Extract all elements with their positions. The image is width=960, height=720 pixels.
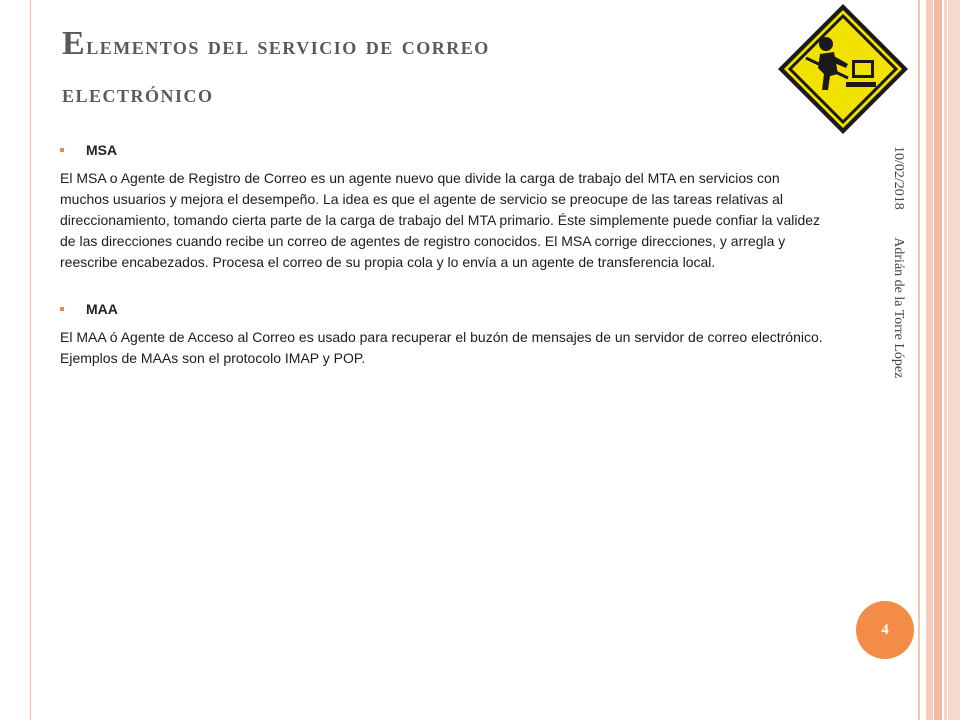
- slide-date: 10/02/2018: [891, 146, 906, 210]
- title-line-2: electrónico: [62, 79, 214, 108]
- section-msa: [60, 142, 860, 273]
- side-footer: [890, 146, 906, 378]
- slide-content: [60, 142, 860, 369]
- decorative-band: [926, 0, 933, 720]
- decorative-band: [918, 0, 920, 720]
- section-heading-maa: [60, 301, 860, 317]
- section-text-maa: El MAA ó Agente de Acceso al Correo es usado para recuperar el buzón de mensajes de un servidor de correo electrónico. Ejemplos de MAAs son el protocolo IMAP y POP.: [60, 329, 823, 366]
- under-construction-sign-icon: [776, 2, 910, 136]
- title-initial: E: [62, 25, 87, 62]
- bullet-icon: [60, 307, 64, 311]
- decorative-band: [944, 0, 947, 720]
- bullet-icon: [60, 148, 64, 152]
- section-text-msa: El MSA o Agente de Registro de Correo es un agente nuevo que divide la carga de trabajo del MTA en servicios con muchos usuarios y mejora el desempeño. La idea es que el agente de servicio se preocupe de las tareas relativas al direccionamiento, tomando cierta parte de la carga de trabajo del MTA primario. Éste simplemente puede confiar la validez de las direcciones cuando recibe un correo de agentes de registro conocidos. El MSA corrige direcciones, y arregla y reescribe encabezados. Procesa el correo de su propia cola y lo envía a un agente de transferencia local.: [60, 170, 821, 270]
- section-heading-msa: [60, 142, 860, 158]
- decorative-band: [934, 0, 942, 720]
- slide-author: Adrián de la Torre López: [891, 237, 906, 379]
- page-number: 4: [856, 601, 914, 659]
- section-maa: [60, 301, 860, 369]
- heading-text: MSA: [86, 142, 118, 158]
- heading-text: MAA: [86, 301, 118, 317]
- title-line-1: lementos del servicio de correo: [86, 31, 490, 60]
- left-border-line: [30, 0, 31, 720]
- decorative-band: [948, 0, 960, 720]
- slide-title: [62, 20, 762, 118]
